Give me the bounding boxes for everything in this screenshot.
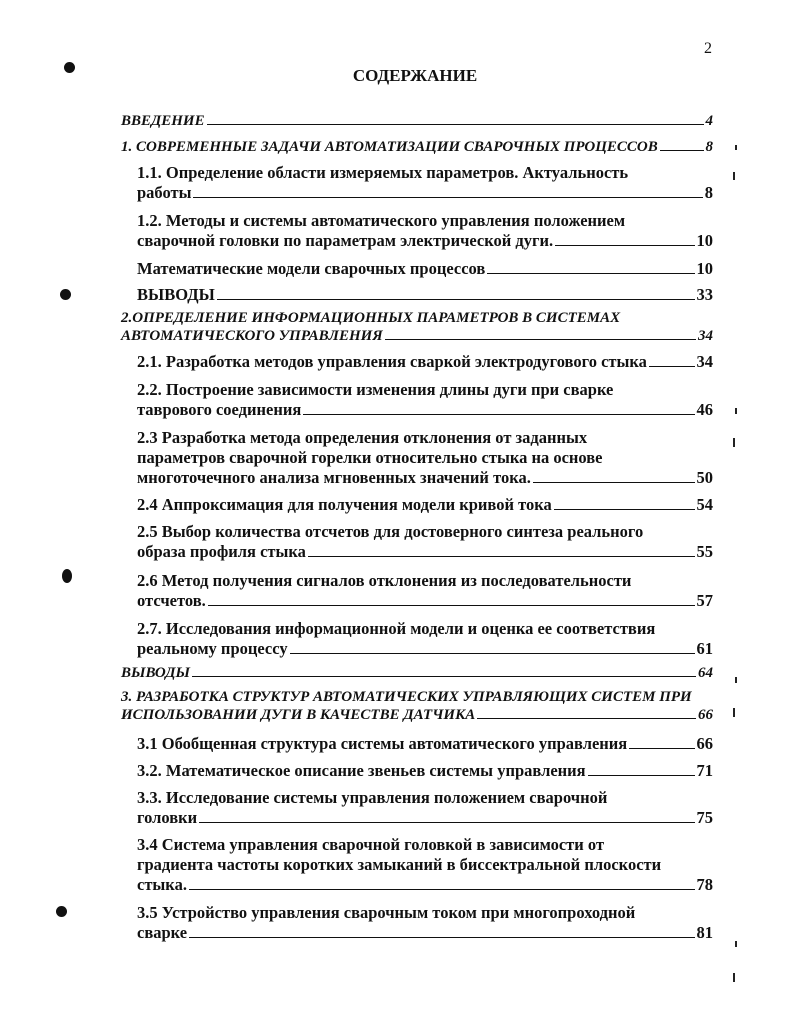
- toc-leader-line: [199, 821, 694, 823]
- toc-entry-line: [137, 571, 713, 591]
- toc-entry-last-line: [121, 327, 713, 345]
- toc-entry-last-line: [121, 112, 713, 130]
- toc-entry-text: образа профиля стыка: [137, 542, 306, 561]
- toc-leader-line: [629, 747, 694, 749]
- scan-speck: [60, 289, 71, 300]
- toc-entry-text: многоточечного анализа мгновенных значений тока.: [137, 468, 531, 487]
- toc-entry-line: [137, 619, 713, 639]
- toc-entry-text: ИСПОЛЬЗОВАНИИ ДУГИ В КАЧЕСТВЕ ДАТЧИКА: [121, 707, 476, 723]
- page-title: СОДЕРЖАНИЕ: [352, 66, 478, 85]
- toc-entry-text: 3.4 Система управления сварочной головкой в зависимости от: [137, 835, 605, 854]
- toc-entry-line: [137, 522, 713, 542]
- scan-mark: [733, 708, 735, 717]
- scan-mark: [733, 973, 735, 982]
- toc-leader-line: [189, 888, 695, 890]
- toc-entry: [137, 522, 713, 562]
- scan-mark: [735, 677, 737, 683]
- scan-mark: [733, 172, 735, 180]
- toc-entry: [137, 428, 713, 488]
- toc-entry: [121, 138, 713, 156]
- toc-entry-last-line: [137, 259, 713, 279]
- toc-entry-text: реальному процессу: [137, 639, 288, 658]
- toc-entry-text: стыка.: [137, 875, 187, 894]
- toc-entry-last-line: [137, 400, 713, 420]
- toc-page-number: 34: [696, 352, 713, 371]
- toc-entry-last-line: [137, 761, 713, 781]
- scan-speck: [62, 569, 72, 583]
- toc-page-number: 57: [696, 591, 713, 610]
- toc-page-number: 66: [698, 707, 713, 723]
- toc-entry-last-line: [121, 706, 713, 724]
- toc-entry-last-line: [137, 923, 713, 943]
- toc-entry: [121, 664, 713, 682]
- toc-entry-text: таврового соединения: [137, 400, 302, 419]
- toc-entry: [137, 495, 713, 515]
- toc-entry: [137, 163, 713, 203]
- toc-page-number: 8: [705, 139, 713, 155]
- toc-entry-last-line: [137, 183, 713, 203]
- toc-leader-line: [189, 936, 694, 938]
- toc-entry-last-line: [137, 875, 713, 895]
- toc-entry: [137, 259, 713, 279]
- toc-entry: [137, 211, 713, 251]
- toc-entry: [137, 903, 713, 943]
- toc-entry-last-line: [137, 285, 713, 305]
- scan-speck: [56, 906, 67, 917]
- toc-entry-text: 1.1. Определение области измеряемых параметров. Актуальность: [137, 163, 629, 182]
- toc-leader-line: [193, 196, 702, 198]
- toc-entry-text: отсчетов.: [137, 591, 206, 610]
- toc-page-number: 10: [696, 259, 713, 278]
- toc-page-number: 10: [696, 231, 713, 250]
- toc-entry-text: АВТОМАТИЧЕСКОГО УПРАВЛЕНИЯ: [121, 328, 383, 344]
- toc-entry-text: градиента частоты коротких замыканий в биссектральной плоскости: [137, 855, 662, 874]
- toc-entry: [137, 788, 713, 828]
- toc-page-number: 8: [704, 183, 713, 202]
- toc-leader-line: [554, 508, 695, 510]
- toc-entry: [121, 309, 713, 345]
- toc-entry-text: Математические модели сварочных процессов: [137, 259, 486, 278]
- toc-entry-text: 2.3 Разработка метода определения отклонения от заданных: [137, 428, 588, 447]
- toc-entry-text: 2.2. Построение зависимости изменения длины дуги при сварке: [137, 380, 614, 399]
- toc-leader-line: [533, 481, 695, 483]
- toc-leader-line: [555, 244, 694, 246]
- toc-entry-line: [137, 380, 713, 400]
- toc-page-number: 81: [696, 923, 713, 942]
- toc-entry-text: 3. РАЗРАБОТКА СТРУКТУР АВТОМАТИЧЕСКИХ УПРАВЛЯЮЩИХ СИСТЕМ ПРИ: [121, 689, 692, 705]
- toc-entry-last-line: [137, 808, 713, 828]
- toc-leader-line: [217, 298, 695, 300]
- toc-page-number: 64: [698, 665, 713, 681]
- toc-entry-last-line: [137, 231, 713, 251]
- toc-entry-line: [137, 855, 713, 875]
- toc-entry-line: [137, 788, 713, 808]
- toc-entry-line: [137, 903, 713, 923]
- toc-entry: [137, 619, 713, 659]
- toc-entry: [137, 285, 713, 305]
- toc-entry: [137, 571, 713, 611]
- toc-entry: [137, 734, 713, 754]
- toc-entry-text: 2.5 Выбор количества отсчетов для достоверного синтеза реального: [137, 522, 644, 541]
- toc-leader-line: [588, 774, 695, 776]
- toc-entry-text: 2.7. Исследования информационной модели и оценка ее соответствия: [137, 619, 656, 638]
- toc-entry: [137, 835, 713, 895]
- toc-entry-last-line: [121, 138, 713, 156]
- toc-entry-line: [137, 211, 713, 231]
- toc-leader-line: [303, 413, 694, 415]
- toc-leader-line: [207, 123, 704, 125]
- toc-leader-line: [649, 365, 695, 367]
- scan-mark: [735, 941, 737, 947]
- toc-entry-last-line: [137, 734, 713, 754]
- toc-entry-text: 2.1. Разработка методов управления сваркой электродугового стыка: [137, 352, 647, 371]
- toc-entry-last-line: [137, 639, 713, 659]
- toc-entry-text: ВВЕДЕНИЕ: [121, 113, 205, 129]
- page-number: 2: [704, 40, 712, 57]
- toc-entry-last-line: [137, 495, 713, 515]
- toc-entry-text: головки: [137, 808, 198, 827]
- scan-mark: [735, 145, 737, 150]
- toc-page-number: 78: [696, 875, 713, 894]
- toc-entry-text: 3.1 Обобщенная структура системы автоматического управления: [137, 734, 628, 753]
- toc-leader-line: [208, 604, 695, 606]
- toc-page-number: 50: [696, 468, 713, 487]
- toc-entry-text: 3.5 Устройство управления сварочным током при многопроходной: [137, 903, 636, 922]
- toc-entry-text: ВЫВОДЫ: [121, 665, 191, 681]
- toc-entry-text: 2.6 Метод получения сигналов отклонения из последовательности: [137, 571, 632, 590]
- toc-entry-line: [137, 448, 713, 468]
- toc-entry-last-line: [121, 664, 713, 682]
- scan-mark: [735, 408, 737, 414]
- toc-leader-line: [385, 338, 696, 340]
- toc-entry-text: 1.2. Методы и системы автоматического управления положением: [137, 211, 626, 230]
- toc-page-number: 61: [696, 639, 713, 658]
- toc-entry: [121, 688, 713, 724]
- toc-page-number: 33: [696, 285, 713, 304]
- toc-entry-text: 2.ОПРЕДЕЛЕНИЕ ИНФОРМАЦИОННЫХ ПАРАМЕТРОВ В СИСТЕМАХ: [121, 310, 621, 326]
- toc-entry-line: [121, 309, 713, 327]
- toc-entry-text: сварочной головки по параметрам электрической дуги.: [137, 231, 554, 250]
- toc-leader-line: [308, 555, 695, 557]
- toc-entry-text: параметров сварочной горелки относительно стыка на основе: [137, 448, 603, 467]
- toc-entry-line: [137, 163, 713, 183]
- toc-entry-text: ВЫВОДЫ: [137, 285, 215, 304]
- toc-entry-text: сварке: [137, 923, 188, 942]
- toc-entry-text: 3.3. Исследование системы управления положением сварочной: [137, 788, 608, 807]
- toc-entry-last-line: [137, 542, 713, 562]
- toc-entry-line: [137, 428, 713, 448]
- toc-leader-line: [192, 675, 696, 677]
- toc-entry-line: [137, 835, 713, 855]
- toc-entry-line: [121, 688, 713, 706]
- toc-entry: [137, 352, 713, 372]
- toc-page-number: 55: [696, 542, 713, 561]
- toc-entry-last-line: [137, 468, 713, 488]
- toc-page-number: 54: [696, 495, 713, 514]
- toc-entry-last-line: [137, 591, 713, 611]
- toc-entry: [121, 112, 713, 130]
- toc-leader-line: [477, 717, 696, 719]
- toc-entry-last-line: [137, 352, 713, 372]
- toc-page-number: 46: [696, 400, 713, 419]
- toc-page-number: 4: [705, 113, 713, 129]
- toc-entry-text: 3.2. Математическое описание звеньев системы управления: [137, 761, 586, 780]
- toc-leader-line: [290, 652, 695, 654]
- toc-page-number: 34: [698, 328, 713, 344]
- toc-entry: [137, 761, 713, 781]
- toc-page-number: 71: [696, 761, 713, 780]
- toc-entry-text: работы: [137, 183, 192, 202]
- toc-leader-line: [660, 149, 704, 151]
- toc-entry-text: 1. СОВРЕМЕННЫЕ ЗАДАЧИ АВТОМАТИЗАЦИИ СВАРОЧНЫХ ПРОЦЕССОВ: [121, 139, 658, 155]
- toc-page-number: 75: [696, 808, 713, 827]
- scan-mark: [733, 438, 735, 447]
- toc-page-number: 66: [696, 734, 713, 753]
- toc-entry: [137, 380, 713, 420]
- toc-leader-line: [487, 272, 694, 274]
- toc-entry-text: 2.4 Аппроксимация для получения модели кривой тока: [137, 495, 552, 514]
- scan-speck: [64, 62, 75, 73]
